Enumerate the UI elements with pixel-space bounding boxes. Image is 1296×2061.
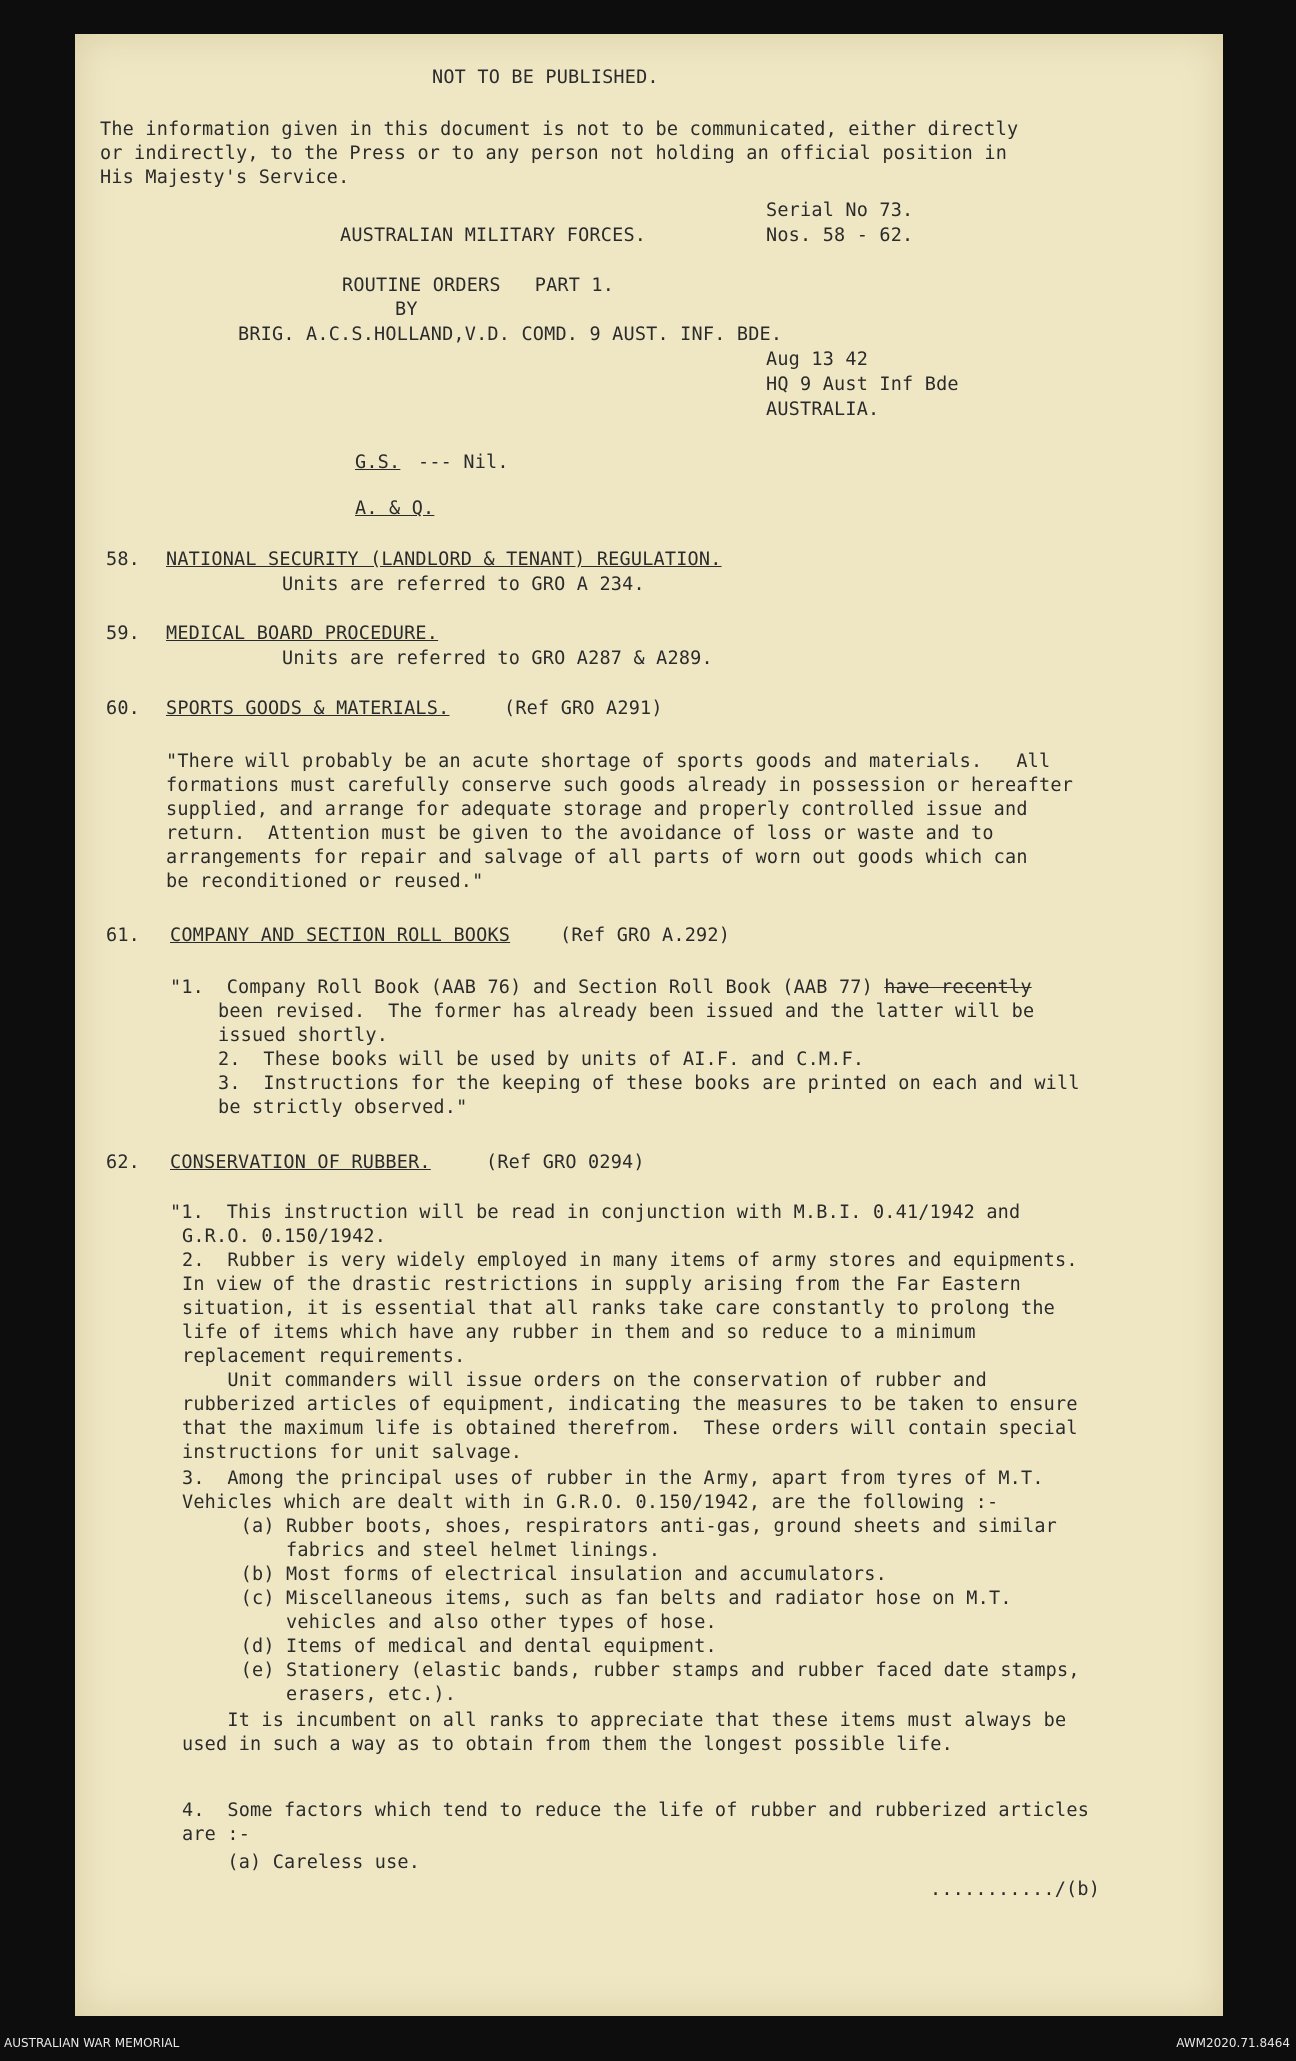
item-62-number: 62. [106, 1152, 141, 1173]
item-62-line: (d) Items of medical and dental equipment. [218, 1636, 717, 1657]
item-59-title: MEDICAL BOARD PROCEDURE. [166, 623, 439, 644]
item-60-line: supplied, and arrange for adequate storage and properly controlled issue and [166, 799, 1028, 820]
item-62-line: (c) Miscellaneous items, such as fan belts and radiator hose on M.T. [218, 1588, 1012, 1609]
item-59-text: Units are referred to GRO A287 & A289. [282, 648, 713, 669]
item-61-line-1 [170, 976, 1032, 1000]
item-58-title: NATIONAL SECURITY (LANDLORD & TENANT) REGULATION. [166, 549, 722, 570]
item-60-line: formations must carefully conserve such goods already in possession or hereafter [166, 775, 1074, 796]
item-60-line: "There will probably be an acute shortage of sports goods and materials. All [166, 751, 1051, 772]
item-62-line: (a) Rubber boots, shoes, respirators anti-gas, ground sheets and similar [218, 1516, 1058, 1537]
item-62-line: In view of the drastic restrictions in supply arising from the Far Eastern [182, 1274, 1022, 1295]
item-62-line: rubberized articles of equipment, indicating the measures to be taken to ensure [182, 1394, 1078, 1415]
item-62-title: CONSERVATION OF RUBBER. [170, 1152, 431, 1173]
item-62-line: 3. Among the principal uses of rubber in the Army, apart from tyres of M.T. [182, 1468, 1044, 1489]
item-61-title: COMPANY AND SECTION ROLL BOOKS [170, 925, 511, 946]
item-61-line-1-text: "1. Company Roll Book (AAB 76) and Section Roll Book (AAB 77) [170, 977, 873, 998]
item-62-para4-line: 4. Some factors which tend to reduce the life of rubber and rubberized articles [182, 1800, 1090, 1821]
orders-title: ROUTINE ORDERS PART 1. [342, 275, 615, 296]
item-60-ref: (Ref GRO A291) [504, 698, 663, 719]
item-62-line: (b) Most forms of electrical insulation and accumulators. [218, 1564, 887, 1585]
item-62-line: fabrics and steel helmet linings. [218, 1540, 661, 1561]
location: AUSTRALIA. [766, 399, 880, 420]
item-62-line: Unit commanders will issue orders on the conservation of rubber and [182, 1370, 987, 1391]
restriction-heading: NOT TO BE PUBLISHED. [432, 67, 659, 88]
item-62-line: "1. This instruction will be read in conjunction with M.B.I. 0.41/1942 and [170, 1202, 1021, 1223]
aq-heading: A. & Q. [355, 498, 435, 519]
serial-number: Serial No 73. [766, 200, 914, 221]
item-61-struck-text: have recently [884, 977, 1032, 998]
order-numbers: Nos. 58 - 62. [766, 225, 914, 246]
item-59-number: 59. [106, 623, 141, 644]
item-62-line: vehicles and also other types of hose. [218, 1612, 717, 1633]
item-61-line: issued shortly. [218, 1025, 389, 1046]
item-62-ref: (Ref GRO 0294) [486, 1152, 645, 1173]
item-62-line: replacement requirements. [182, 1346, 466, 1367]
item-62-line: erasers, etc.). [218, 1684, 457, 1705]
notice-line-1: The information given in this document is not to be communicated, either directly [100, 119, 1019, 140]
commander: BRIG. A.C.S.HOLLAND,V.D. COMD. 9 AUST. INF. BDE. [238, 324, 783, 345]
headquarters: HQ 9 Aust Inf Bde [766, 374, 959, 395]
item-62-line: life of items which have any rubber in them and so reduce to a minimum [182, 1322, 976, 1343]
item-62-line: Vehicles which are dealt with in G.R.O. 0.150/1942, are the following :- [182, 1492, 999, 1513]
continuation-marker: .........../(b) [930, 1879, 1101, 1900]
organisation: AUSTRALIAN MILITARY FORCES. [340, 225, 647, 246]
item-62-line: (e) Stationery (elastic bands, rubber stamps and rubber faced date stamps, [218, 1660, 1080, 1681]
footer-left: AUSTRALIAN WAR MEMORIAL [4, 2036, 180, 2050]
item-61-ref: (Ref GRO A.292) [560, 925, 731, 946]
item-62-para4-line: are :- [182, 1824, 251, 1845]
item-62-para4-line: (a) Careless use. [182, 1852, 421, 1873]
item-61-line: 2. These books will be used by units of AI.F. and C.M.F. [218, 1049, 865, 1070]
item-60-number: 60. [106, 698, 141, 719]
item-62-line: situation, it is essential that all ranks take care constantly to prolong the [182, 1298, 1056, 1319]
item-58-number: 58. [106, 549, 141, 570]
item-58-text: Units are referred to GRO A 234. [282, 574, 645, 595]
item-60-line: return. Attention must be given to the avoidance of loss or waste and to [166, 823, 994, 844]
item-61-line: been revised. The former has already been issued and the latter will be [218, 1001, 1035, 1022]
item-62-line: It is incumbent on all ranks to appreciate that these items must always be [182, 1710, 1067, 1731]
order-date: Aug 13 42 [766, 349, 869, 370]
item-61-number: 61. [106, 925, 141, 946]
item-60-title: SPORTS GOODS & MATERIALS. [166, 698, 450, 719]
item-62-line: that the maximum life is obtained therefrom. These orders will contain special [182, 1418, 1078, 1439]
item-62-line: used in such a way as to obtain from them the longest possible life. [182, 1734, 953, 1755]
item-62-line: G.R.O. 0.150/1942. [182, 1226, 387, 1247]
notice-line-2: or indirectly, to the Press or to any person not holding an official position in [100, 143, 1008, 164]
item-61-line: 3. Instructions for the keeping of these books are printed on each and will [218, 1073, 1080, 1094]
footer-right: AWM2020.71.8464 [1176, 2036, 1290, 2050]
orders-by: BY [395, 299, 418, 320]
gs-value: --- Nil. [418, 452, 509, 473]
item-60-line: arrangements for repair and salvage of all parts of worn out goods which can [166, 847, 1028, 868]
item-62-line: instructions for unit salvage. [182, 1442, 523, 1463]
item-62-line: 2. Rubber is very widely employed in many items of army stores and equipments. [182, 1250, 1078, 1271]
gs-heading: G.S. [355, 452, 401, 473]
item-60-line: be reconditioned or reused." [166, 871, 484, 892]
notice-line-3: His Majesty's Service. [100, 167, 350, 188]
item-61-line: be strictly observed." [218, 1097, 468, 1118]
